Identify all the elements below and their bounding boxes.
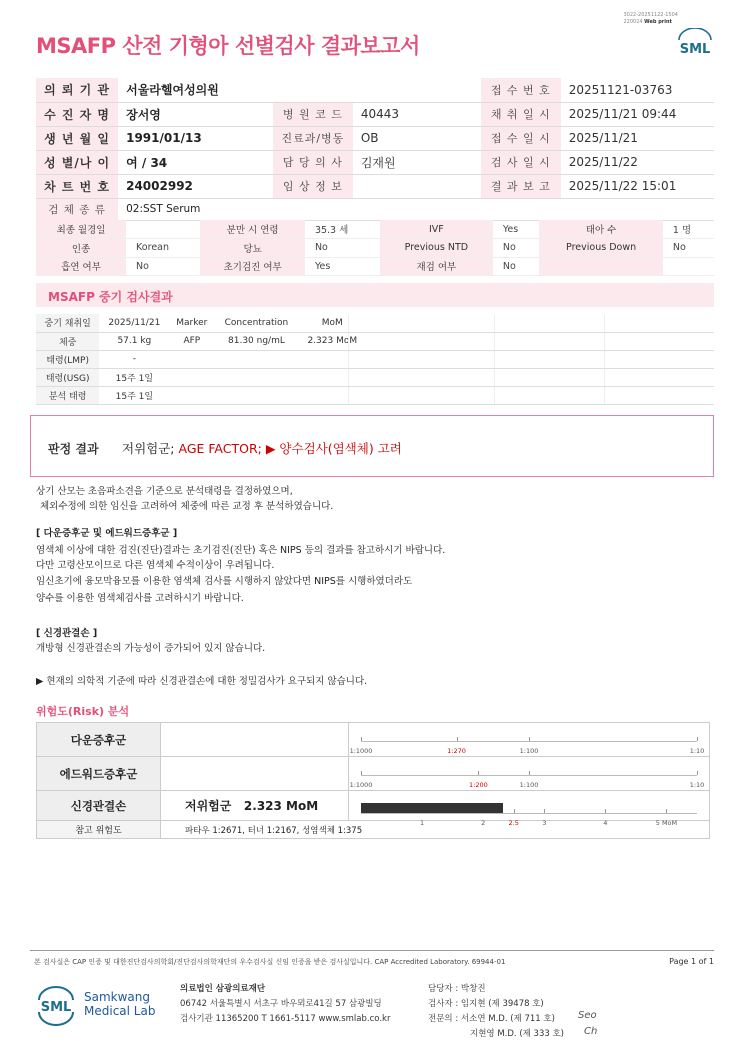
- info-value: No: [663, 239, 714, 258]
- patient-field-label: 결 과 보 고: [481, 174, 561, 198]
- risk-table: [36, 722, 710, 839]
- note-line: 상기 산모는 초음파소견을 기준으로 분석태령을 결정하였으며,: [36, 486, 293, 497]
- result-cell: [169, 350, 214, 368]
- result-cell: [214, 386, 298, 404]
- scale-tick-label: 1:200: [469, 781, 488, 789]
- section-title-risk: 위험도(Risk) 분석: [36, 705, 130, 718]
- scale-tick-label: 1:100: [519, 781, 539, 789]
- result-table-empty: [348, 314, 714, 405]
- patient-table: [36, 78, 714, 221]
- patient-field-label: 채 취 일 시: [481, 102, 561, 126]
- company-info: 의료법인 삼광의료재단 06742 서울특별시 서초구 바우뫼로41길 57 삼광빌딩 검사기관 11365200 T 1661-5117 www.smlab.co.kr: [180, 984, 391, 1024]
- patient-field-value: 2025/11/21 09:44: [561, 102, 714, 126]
- specimen-label: 검 체 종 류: [36, 198, 118, 220]
- scale-tick: [361, 771, 362, 775]
- scale-tick-label: 3: [542, 819, 547, 827]
- scale-tick: [457, 737, 458, 741]
- patient-field-value: 1991/01/13: [118, 126, 273, 150]
- ref-risk-label: 참고 위험도: [37, 821, 161, 839]
- scale-tick: [514, 809, 515, 813]
- clinical-info-table: [36, 220, 714, 276]
- info-value: No: [493, 239, 539, 258]
- patient-field-value: 여 / 34: [118, 150, 273, 174]
- patient-field-value: 2025/11/22 15:01: [561, 174, 714, 198]
- certification-text: 본 검사실은 CAP 인증 및 대한진단검사의학회/진단검사의학재단의 우수검사실 신임 인증을 받은 검사실입니다. CAP Accredited Laboratory. 69944-01: [34, 958, 506, 966]
- page-number: Page 1 of 1: [669, 957, 714, 966]
- info-label: 인종: [36, 239, 126, 258]
- info-label: Previous Down: [539, 239, 663, 258]
- scale-tick: [478, 771, 479, 775]
- scale-tick-label: 1:100: [519, 747, 539, 755]
- result-header: MoM: [299, 314, 366, 332]
- section-title-results: MSAFP 중기 검사결과: [36, 283, 714, 307]
- risk-scale-down: [349, 723, 710, 757]
- scale-tick-label: 1:10: [689, 781, 705, 789]
- scale-tick-label: 2: [481, 819, 486, 827]
- scale-tick: [529, 771, 530, 775]
- patient-field-value: [353, 78, 481, 102]
- patient-field-label: 담 당 의 사: [273, 150, 353, 174]
- risk-label-neural: 신경관결손: [37, 791, 161, 821]
- staff-info: 담당자 : 박창진 검사자 : 임지현 (제 39478 호) 전문의 : 서소연 M.D. (제 711 호) 지현영 M.D. (제 333 호): [428, 984, 565, 1039]
- ref-risk-value: 파타우 1:2671, 터너 1:2167, 성염색체 1:375: [161, 821, 710, 839]
- info-label: 초기검진 여부: [200, 257, 305, 276]
- result-cell: [169, 368, 214, 386]
- patient-field-value: 서울라헬여성의원: [118, 78, 273, 102]
- result-cell: 태령(LMP): [36, 350, 99, 368]
- info-value: 1 명: [663, 220, 714, 239]
- result-cell: 분석 태령: [36, 386, 99, 404]
- note-line: 개방형 신경관결손의 가능성이 증가되어 있지 않습니다.: [36, 643, 266, 654]
- note-line: 양수를 이용한 염색체검사를 고려하시기 바랍니다.: [36, 593, 244, 604]
- info-value: Korean: [126, 239, 200, 258]
- patient-field-label: 생 년 월 일: [36, 126, 118, 150]
- info-label: 분만 시 연령: [200, 220, 305, 239]
- info-value: 35.3 세: [305, 220, 380, 239]
- result-cell: 57.1 kg: [99, 332, 169, 350]
- scale-tick: [697, 771, 698, 775]
- verdict-value: 저위험군; AGE FACTOR; ▶ 양수검사(염색체) 고려: [122, 441, 402, 456]
- signature-2: Ch: [584, 1026, 598, 1037]
- patient-field-value: 40443: [353, 102, 481, 126]
- result-cell: 81.30 ng/mL: [214, 332, 298, 350]
- patient-field-label: 의 뢰 기 관: [36, 78, 118, 102]
- scale-tick: [697, 737, 698, 741]
- info-value: [663, 257, 714, 276]
- patient-field-value: 장서영: [118, 102, 273, 126]
- patient-field-label: 차 트 번 호: [36, 174, 118, 198]
- scale-line: [361, 813, 697, 827]
- sml-logo: [676, 28, 714, 58]
- result-table: [36, 314, 366, 405]
- scale-line: [349, 775, 705, 789]
- risk-neural-mom: 2.323 MoM: [243, 799, 319, 813]
- info-value: No: [305, 239, 380, 258]
- scale-tick-label: 5 MoM: [655, 819, 678, 827]
- info-label: IVF: [380, 220, 493, 239]
- svg-text:SML: SML: [679, 42, 711, 57]
- neural-title: [ 신경관결손 ]: [36, 628, 98, 639]
- patient-field-label: 수 진 자 명: [36, 102, 118, 126]
- scale-tick-label: 1:1000: [349, 781, 373, 789]
- specimen-value: 02:SST Serum: [118, 198, 714, 220]
- patient-field-label: 성 별/나 이: [36, 150, 118, 174]
- mom-bar: [361, 803, 503, 813]
- info-label: 태아 수: [539, 220, 663, 239]
- result-header: Concentration: [214, 314, 298, 332]
- info-value: Yes: [305, 257, 380, 276]
- info-value: No: [493, 257, 539, 276]
- result-header: 중기 채취일: [36, 314, 99, 332]
- info-label: 재검 여부: [380, 257, 493, 276]
- patient-field-label: 임 상 정 보: [273, 174, 353, 198]
- scale-tick: [666, 809, 667, 813]
- scale-tick-label: 4: [603, 819, 608, 827]
- result-cell: 태령(USG): [36, 368, 99, 386]
- info-label: Previous NTD: [380, 239, 493, 258]
- info-value: Yes: [493, 220, 539, 239]
- patient-field-label: 진료과/병동: [273, 126, 353, 150]
- patient-field-label: 검 사 일 시: [481, 150, 561, 174]
- page-title: MSAFP 산전 기형아 선별검사 결과보고서: [36, 34, 420, 58]
- result-header: 2025/11/21: [99, 314, 169, 332]
- result-cell: [214, 350, 298, 368]
- result-cell: 체중: [36, 332, 99, 350]
- company-name: Samkwang Medical Lab: [84, 990, 156, 1018]
- scale-tick-label: 1: [420, 819, 425, 827]
- samkwang-logo-icon: [36, 982, 76, 1026]
- note-line: 염색체 이상에 대한 검진(진단)결과는 초기검진(진단) 혹은 NIPS 등의 결과를 참고하시기 바랍니다.: [36, 545, 446, 556]
- note-line: 임신초기에 융모막융모를 이용한 염색체 검사를 시행하지 않았다면 NIPS를 시행하였더라도: [36, 576, 413, 587]
- patient-field-value: OB: [353, 126, 481, 150]
- risk-scale-neural: [349, 791, 710, 827]
- note-line: 체외수정에 의한 임신을 고려하여 체중에 따른 교정 후 분석하였습니다.: [40, 501, 334, 512]
- patient-field-label: 접 수 번 호: [481, 78, 561, 102]
- result-cell: [169, 386, 214, 404]
- info-label: [539, 257, 663, 276]
- note-line: 다만 고령산모이므로 다른 염색체 수적이상이 우려됩니다.: [36, 560, 275, 571]
- result-cell: 2.323 MoM: [299, 332, 366, 350]
- patient-field-value: 2025/11/22: [561, 150, 714, 174]
- risk-scale-edwards: [349, 757, 710, 791]
- result-header: Marker: [169, 314, 214, 332]
- patient-field-label: 접 수 일 시: [481, 126, 561, 150]
- scale-line: [349, 741, 705, 755]
- result-cell: AFP: [169, 332, 214, 350]
- patient-field-label: 병 원 코 드: [273, 102, 353, 126]
- scale-tick-label: 2.5: [508, 819, 519, 827]
- info-value: [126, 220, 200, 239]
- result-cell: 15주 1일: [99, 386, 169, 404]
- scale-tick: [544, 809, 545, 813]
- scale-tick-label: 1:10: [689, 747, 705, 755]
- patient-field-label: [273, 78, 353, 102]
- svg-text:SML: SML: [40, 1000, 72, 1015]
- risk-label-edwards: 에드워드증후군: [37, 757, 161, 791]
- scale-tick-label: 1:270: [447, 747, 466, 755]
- note-line: ▶ 현재의 의학적 기준에 따라 신경관결손에 대한 정밀검사가 요구되지 않습니다.: [36, 676, 368, 687]
- down-title: [ 다운증후군 및 에드워드증후군 ]: [36, 528, 178, 539]
- signature-1: Seo: [578, 1010, 597, 1021]
- scale-tick-label: 1:1000: [349, 747, 373, 755]
- scale-tick: [529, 737, 530, 741]
- scale-tick: [361, 737, 362, 741]
- result-cell: [214, 368, 298, 386]
- result-cell: 15주 1일: [99, 368, 169, 386]
- patient-field-value: 김재원: [353, 150, 481, 174]
- patient-field-value: 2025/11/21: [561, 126, 714, 150]
- info-label: 당뇨: [200, 239, 305, 258]
- info-label: 흡연 여부: [36, 257, 126, 276]
- risk-label-down: 다운증후군: [37, 723, 161, 757]
- verdict-label: 판정 결과: [48, 442, 99, 456]
- patient-field-value: 20251121-03763: [561, 78, 714, 102]
- report-code: 3022-20251122-1504 220024 Web print: [623, 12, 678, 25]
- footer-divider: [30, 950, 714, 951]
- risk-neural-result: 저위험군: [185, 799, 232, 813]
- patient-field-value: [353, 174, 481, 198]
- info-label: 최종 월경일: [36, 220, 126, 239]
- info-value: No: [126, 257, 200, 276]
- result-cell: -: [99, 350, 169, 368]
- scale-tick: [605, 809, 606, 813]
- patient-field-value: 24002992: [118, 174, 273, 198]
